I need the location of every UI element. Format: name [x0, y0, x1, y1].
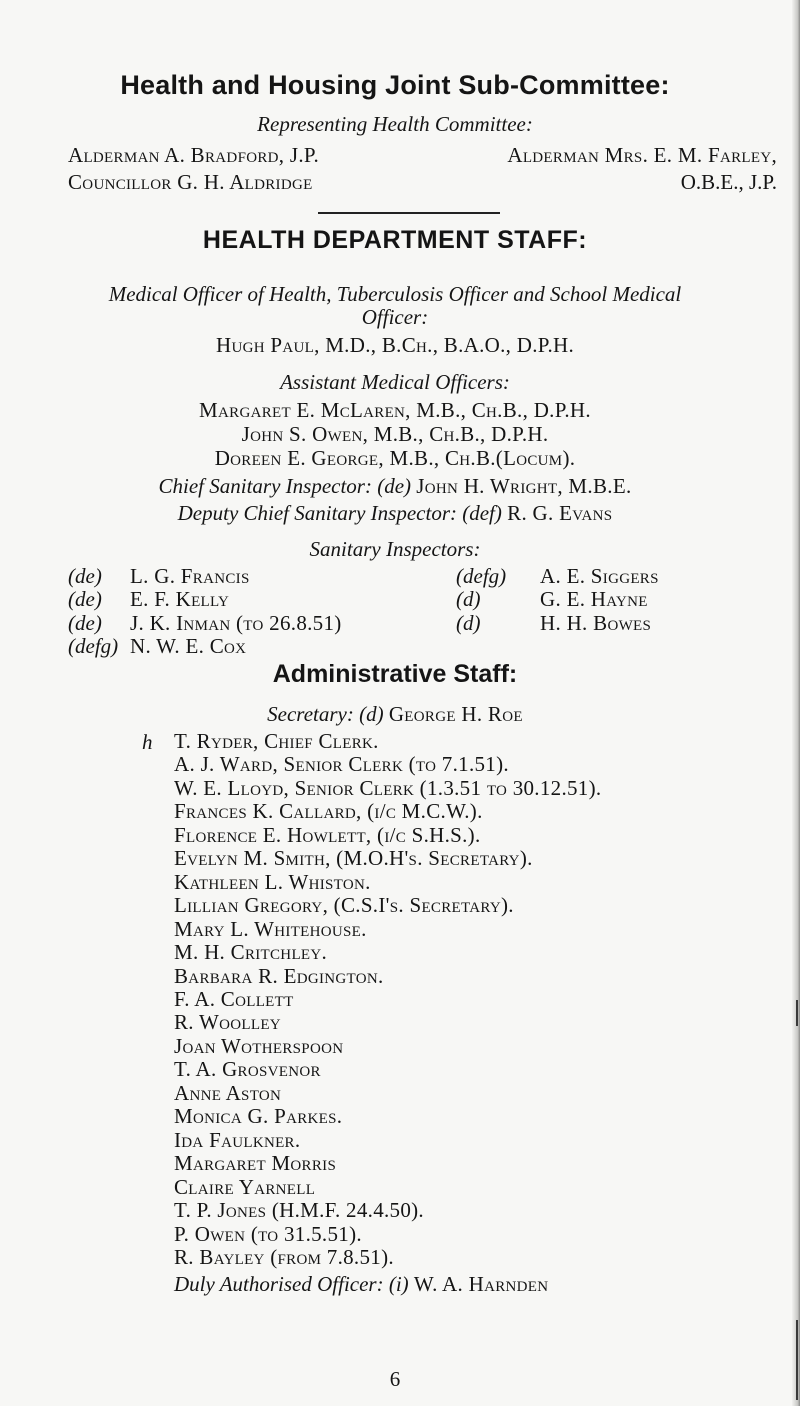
list-item: Frances K. Callard, (i/c M.C.W.).	[174, 799, 483, 824]
si-title: Sanitary Inspectors:	[309, 537, 481, 561]
deputy-name: R. G. Evans	[507, 501, 613, 525]
sub-committee-subtitle: Representing Health Committee:	[257, 112, 533, 136]
first-member-mark: h	[142, 730, 153, 754]
admin-members-list	[174, 730, 601, 1269]
deputy-code: (def)	[462, 501, 502, 525]
amo-name-1: Margaret E. McLaren, M.B., Ch.B., D.P.H.	[199, 398, 591, 422]
page-number: 6	[389, 1367, 401, 1391]
secretary-name: George H. Roe	[388, 702, 523, 726]
member-right-2: O.B.E., J.P.	[680, 170, 777, 194]
si-left-code-3: (de)	[68, 611, 102, 635]
edge-mark	[796, 1320, 798, 1400]
si-left-name-2: E. F. Kelly	[130, 587, 230, 611]
edge-mark	[796, 1000, 798, 1026]
si-right-name-1: A. E. Siggers	[540, 564, 659, 588]
chief-sanitary-inspector	[0, 474, 790, 499]
list-item: F. A. Collett	[174, 986, 294, 1011]
member-left-1: Alderman A. Bradford, J.P.	[68, 143, 320, 167]
dao-code: (i)	[388, 1272, 409, 1296]
amo-name-3: Doreen E. George, M.B., Ch.B.(Locum).	[214, 446, 576, 470]
list-item: P. Owen (to 31.5.51).	[174, 1221, 362, 1246]
list-item: Joan Wotherspoon	[174, 1033, 344, 1058]
member-left-2: Councillor G. H. Aldridge	[68, 170, 313, 194]
deputy-label: Deputy Chief Sanitary Inspector:	[177, 501, 457, 525]
moh-title-line2: Officer:	[361, 305, 429, 329]
divider	[318, 212, 500, 214]
amo-name-2: John S. Owen, M.B., Ch.B., D.P.H.	[241, 422, 549, 446]
si-left-code-4: (defg)	[68, 634, 119, 658]
list-item: T. P. Jones (H.M.F. 24.4.50).	[174, 1198, 424, 1223]
si-right-code-2: (d)	[456, 587, 481, 611]
list-item: Barbara R. Edgington.	[174, 963, 384, 988]
list-item: T. A. Grosvenor	[174, 1057, 321, 1082]
si-right-code-3: (d)	[456, 611, 481, 635]
list-item: R. Bayley (from 7.8.51).	[174, 1244, 394, 1269]
list-item: W. E. Lloyd, Senior Clerk (1.3.51 to 30.12.51).	[174, 775, 602, 800]
secretary-code: (d)	[359, 702, 384, 726]
list-item: R. Woolley	[174, 1010, 281, 1035]
staff-title: HEALTH DEPARTMENT STAFF:	[202, 226, 588, 254]
list-item: Kathleen L. Whiston.	[174, 869, 371, 894]
si-left-name-4: N. W. E. Cox	[130, 634, 247, 658]
list-item: Evelyn M. Smith, (M.O.H's. Secretary).	[174, 846, 533, 871]
list-item: Margaret Morris	[174, 1151, 337, 1176]
moh-name: Hugh Paul, M.D., B.Ch., B.A.O., D.P.H.	[215, 333, 575, 357]
list-item: M. H. Critchley.	[174, 940, 328, 965]
si-left-code-2: (de)	[68, 587, 102, 611]
admin-title: Administrative Staff:	[272, 660, 518, 688]
amo-title: Assistant Medical Officers:	[280, 370, 510, 394]
deputy-chief-sanitary-inspector	[0, 501, 790, 526]
list-item: A. J. Ward, Senior Clerk (to 7.1.51).	[174, 752, 509, 777]
list-item: Claire Yarnell	[174, 1174, 316, 1199]
page-edge-shadow	[792, 0, 800, 1406]
secretary-label: Secretary:	[267, 702, 354, 726]
sub-committee-title: Health and Housing Joint Sub-Committee:	[120, 70, 670, 100]
si-right-code-1: (defg)	[456, 564, 507, 588]
list-item: Mary L. Whitehouse.	[174, 916, 367, 941]
si-left-name-1: L. G. Francis	[130, 564, 250, 588]
si-left-name-3: J. K. Inman (to 26.8.51)	[130, 611, 342, 635]
list-item: Monica G. Parkes.	[174, 1104, 343, 1129]
si-left-code-1: (de)	[68, 564, 102, 588]
duly-authorised-officer	[174, 1272, 548, 1297]
dao-name: W. A. Harnden	[413, 1272, 549, 1296]
list-item: Florence E. Howlett, (i/c S.H.S.).	[174, 822, 481, 847]
list-item: Lillian Gregory, (C.S.I's. Secretary).	[174, 893, 514, 918]
chief-si-label: Chief Sanitary Inspector:	[158, 474, 372, 498]
si-right-name-3: H. H. Bowes	[540, 611, 652, 635]
list-item: Anne Aston	[174, 1080, 282, 1105]
member-right-1: Alderman Mrs. E. M. Farley,	[507, 143, 777, 167]
si-right-name-2: G. E. Hayne	[540, 587, 648, 611]
chief-si-code: (de)	[377, 474, 412, 498]
list-item: Ida Faulkner.	[174, 1127, 301, 1152]
chief-si-name: John H. Wright, M.B.E.	[416, 474, 632, 498]
dao-label: Duly Authorised Officer:	[174, 1272, 384, 1296]
admin-secretary	[0, 702, 790, 727]
list-item: T. Ryder, Chief Clerk.	[174, 729, 379, 753]
moh-title-line1: Medical Officer of Health, Tuberculosis Officer and School Medical	[108, 282, 682, 306]
